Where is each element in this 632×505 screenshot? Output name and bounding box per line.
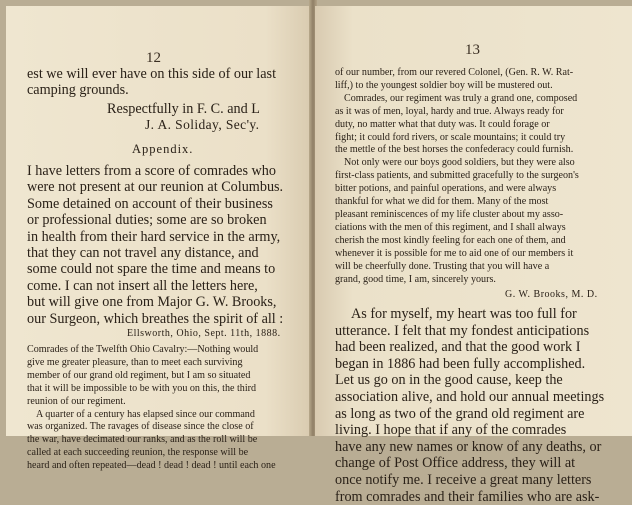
text-line: give me greater pleasure, than to meet each surviving <box>27 356 243 368</box>
page-number-right: 13 <box>465 42 480 58</box>
text-line: but will give one from Major G. W. Brooks, <box>27 294 277 311</box>
text-line: grand, good time, I am, sincerely yours. <box>335 273 496 285</box>
text-line: as long as two of the grand old regiment are <box>335 405 585 422</box>
letter-dateline: Ellsworth, Ohio, Sept. 11th, 1888. <box>127 328 281 339</box>
text-line: thankful for what we did for them. Many of the most <box>335 196 549 208</box>
text-line: association alive, and hold our annual meetings <box>335 388 605 405</box>
text-line: were not present at our reunion at Columbus. <box>27 179 284 196</box>
text-line: began in 1886 had been fully accomplished. <box>335 355 586 372</box>
text-line: will be cheerfully done. Trusting that you will have a <box>335 260 550 272</box>
text-line: change of Post Office address, they will at <box>335 455 576 472</box>
text-line: A quarter of a century has elapsed since our command <box>36 408 255 420</box>
text-line: was organized. The ravages of disease since the close of <box>27 421 254 433</box>
text-line: Let us go on in the good cause, keep the <box>335 372 563 389</box>
text-line: have any new names or know of any deaths, or <box>335 438 602 455</box>
text-line: in health from their hard service in the army, <box>27 228 281 245</box>
text-line: ciations with the men of this regiment, and I shall always <box>335 221 566 233</box>
text-line: Comrades, our regiment was truly a grand one, composed <box>344 92 578 104</box>
text-line: as it was of men, loyal, hardy and true. Always ready for <box>335 105 564 117</box>
text-line: had been realized, and that the good work I <box>335 339 581 356</box>
text-line: bitter potions, and painful operations, and were always <box>335 183 557 195</box>
text-line: pleasant reminiscences of my life cluster about my asso- <box>335 208 564 220</box>
text-line: I have letters from a score of comrades who <box>27 163 276 179</box>
body-text-right <box>335 306 604 505</box>
text-line: Some detained on account of their business <box>27 195 273 212</box>
text-line: utterance. I felt that my fondest anticipations <box>335 322 590 339</box>
page-number-left: 12 <box>146 50 161 66</box>
text-line: the war, have decimated our ranks, and as the roll will be <box>27 434 258 446</box>
text-line: fight; it could ford rivers, or scale mountains; it could try <box>335 131 566 143</box>
text-line: cherish the most kindly feeling for each one of them, and <box>335 234 566 246</box>
appendix-heading: Appendix. <box>132 142 194 156</box>
text-line: called at each succeeding reunion, the response will be <box>27 447 249 459</box>
text-line: living. I hope that if any of the comrades <box>335 422 567 439</box>
text-line: Not only were our boys good soldiers, but they were also <box>344 157 575 169</box>
text-line: duty, no matter what that duty was. It could forage or <box>335 118 550 130</box>
text-line: once notify me. I receive a great many letters <box>335 471 592 488</box>
text-line: Comrades of the Twelfth Ohio Cavalry:—Nothing would <box>27 344 259 355</box>
text-line: As for myself, my heart was too full for <box>351 306 577 322</box>
text-line: that it will be impossible to be with you on this, the third <box>27 382 257 394</box>
signoff: Respectfully in F. C. and L <box>107 101 260 117</box>
text-line: whenever it is possible for me to aid one of our members it <box>335 247 574 259</box>
text-line: the mettle of the best horses the confederacy could furnish. <box>335 144 574 156</box>
text-line: camping grounds. <box>27 82 129 99</box>
text-line: est we will ever have on this side of our last <box>27 66 277 82</box>
text-line: member of our grand old regiment, but I am so situated <box>27 369 251 381</box>
text-line: of our number, from our revered Colonel, (Gen. R. W. Rat- <box>335 67 574 78</box>
text-line: first-class patients, and submitted gracefully to the surgeon's <box>335 170 579 182</box>
closing-lines <box>27 66 276 99</box>
text-line: heard and often repeated—dead ! dead ! dead ! until each one <box>27 460 276 472</box>
text-line: or professional duties; some are so broken <box>27 212 267 229</box>
letter-text-right <box>335 67 579 286</box>
text-line: from comrades and their families who are ask- <box>335 488 600 505</box>
letter-text-left <box>27 344 276 473</box>
text-line: our Surgeon, which breathes the spirit of all : <box>27 310 284 327</box>
text-line: that they can not travel any distance, and <box>27 245 259 262</box>
text-line: come. I can not insert all the letters here, <box>27 277 258 294</box>
signature: J. A. Soliday, Sec'y. <box>145 117 260 132</box>
left-page <box>6 6 311 472</box>
text-line: reunion of our regiment. <box>27 395 126 407</box>
text-line: liff,) to the youngest soldier boy will be mustered out. <box>335 79 553 91</box>
right-page <box>315 6 632 505</box>
letter-signature: G. W. Brooks, M. D. <box>505 289 598 300</box>
appendix-body <box>27 163 283 327</box>
text-line: some could not spare the time and means to <box>27 261 276 278</box>
